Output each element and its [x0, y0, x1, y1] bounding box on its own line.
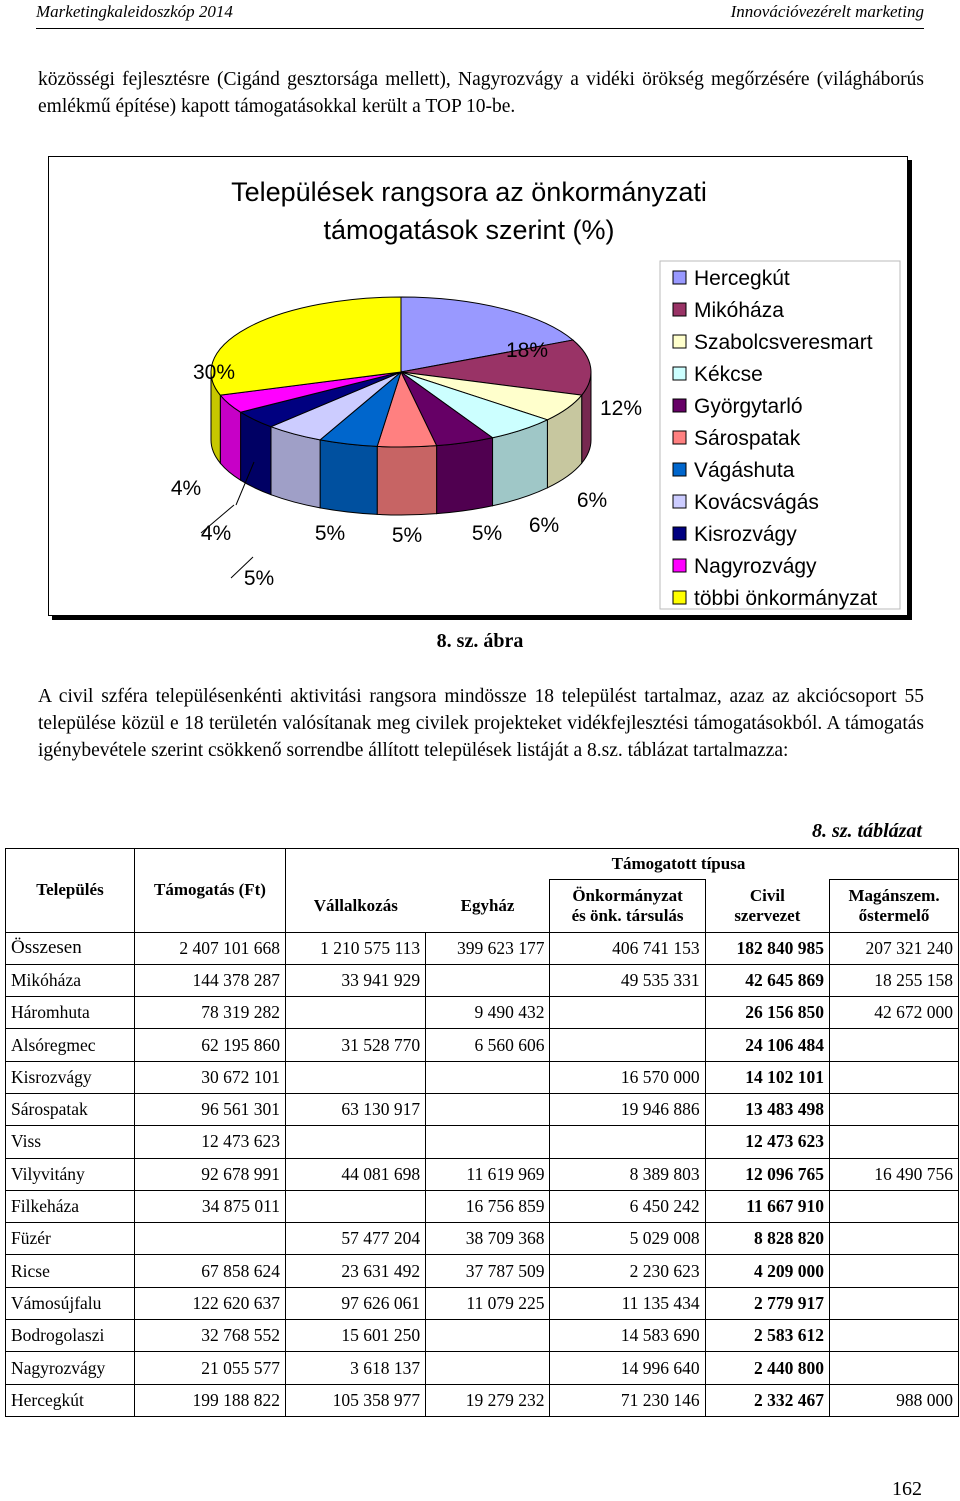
header-magan — [830, 880, 959, 933]
row-name-cell: Mikóháza — [6, 964, 135, 996]
legend-swatch — [673, 271, 686, 284]
row-name-cell: Vilyvitány — [6, 1158, 135, 1190]
table-row — [6, 1384, 959, 1416]
pie-side-6 — [320, 440, 377, 515]
row-name-cell: Bodrogolaszi — [6, 1320, 135, 1352]
figure-caption: 8. sz. ábra — [436, 630, 524, 652]
value-cell: 16 756 859 — [426, 1190, 550, 1222]
row-name-cell: Alsóregmec — [6, 1029, 135, 1061]
value-cell: 26 156 850 — [705, 997, 829, 1029]
value-cell: 18 255 158 — [830, 964, 959, 996]
page-number: 162 — [892, 1478, 922, 1500]
row-name-cell: Háromhuta — [6, 997, 135, 1029]
intro-paragraph: közösségi fejlesztésre (Cigánd gesztorsága mellett), Nagyrozvágy a vidéki örökség megőrzésére (világháborús emlékmű építése) kapott támogatásokkal került a TOP 10-be. — [38, 69, 924, 117]
legend-swatch — [673, 431, 686, 444]
value-cell: 32 768 552 — [135, 1320, 286, 1352]
legend-swatch — [673, 367, 686, 380]
header-egyhaz: Egyház — [426, 880, 550, 933]
row-name-cell: Sárospatak — [6, 1093, 135, 1125]
pie-data-label: 6% — [528, 514, 560, 537]
table-row — [6, 932, 959, 964]
legend-swatch — [673, 463, 686, 476]
row-name-cell: Ricse — [6, 1255, 135, 1287]
value-cell: 14 996 640 — [550, 1352, 705, 1384]
value-cell — [426, 1320, 550, 1352]
value-cell: 988 000 — [830, 1384, 959, 1416]
table-row — [6, 1223, 959, 1255]
value-cell — [550, 1029, 705, 1061]
header-left: Marketingkaleidoszkóp 2014 — [36, 2, 233, 21]
value-cell: 11 079 225 — [426, 1287, 550, 1319]
value-cell: 2 407 101 668 — [135, 932, 286, 964]
value-cell: 44 081 698 — [286, 1158, 426, 1190]
value-cell: 57 477 204 — [286, 1223, 426, 1255]
value-cell — [830, 1190, 959, 1222]
table-row — [6, 964, 959, 996]
pie-data-label: 4% — [170, 477, 202, 500]
value-cell: 11 135 434 — [550, 1287, 705, 1319]
value-cell — [830, 1352, 959, 1384]
legend-swatch — [673, 591, 686, 604]
legend-swatch — [673, 399, 686, 412]
value-cell: 2 230 623 — [550, 1255, 705, 1287]
value-cell: 67 858 624 — [135, 1255, 286, 1287]
legend-label: Nagyrozvágy — [694, 555, 817, 578]
value-cell — [550, 1126, 705, 1158]
table-row — [6, 1158, 959, 1190]
value-cell — [550, 997, 705, 1029]
header-onkormanyzat-line1: Önkormányzat — [572, 885, 683, 905]
value-cell — [830, 1126, 959, 1158]
value-cell: 31 528 770 — [286, 1029, 426, 1061]
header-civil-line2: szervezet — [734, 905, 801, 925]
value-cell: 19 279 232 — [426, 1384, 550, 1416]
value-cell: 2 440 800 — [705, 1352, 829, 1384]
value-cell — [426, 964, 550, 996]
value-cell — [830, 1223, 959, 1255]
legend-label: Kékcse — [694, 363, 763, 386]
value-cell — [286, 1061, 426, 1093]
row-name-cell: Füzér — [6, 1223, 135, 1255]
value-cell: 144 378 287 — [135, 964, 286, 996]
value-cell: 6 560 606 — [426, 1029, 550, 1061]
value-cell — [286, 1126, 426, 1158]
value-cell: 11 619 969 — [426, 1158, 550, 1190]
value-cell — [426, 1352, 550, 1384]
value-cell: 8 828 820 — [705, 1223, 829, 1255]
value-cell — [830, 1061, 959, 1093]
value-cell: 8 389 803 — [550, 1158, 705, 1190]
header-onkormanyzat — [550, 880, 705, 933]
value-cell: 19 946 886 — [550, 1093, 705, 1125]
pie-side-4 — [437, 438, 493, 514]
value-cell — [426, 1126, 550, 1158]
value-cell: 49 535 331 — [550, 964, 705, 996]
value-cell: 24 106 484 — [705, 1029, 829, 1061]
value-cell: 14 583 690 — [550, 1320, 705, 1352]
value-cell — [426, 1093, 550, 1125]
value-cell: 78 319 282 — [135, 997, 286, 1029]
table-row — [6, 1287, 959, 1319]
table-row — [6, 1126, 959, 1158]
legend-label: Szabolcsveresmart — [694, 331, 873, 354]
value-cell: 207 321 240 — [830, 932, 959, 964]
header-tamogatas: Támogatás (Ft) — [135, 849, 286, 933]
value-cell: 182 840 985 — [705, 932, 829, 964]
value-cell: 62 195 860 — [135, 1029, 286, 1061]
pie-slices — [211, 297, 591, 515]
value-cell: 199 188 822 — [135, 1384, 286, 1416]
pie-chart — [49, 157, 907, 615]
row-name-cell: Viss — [6, 1126, 135, 1158]
row-name-cell: Vámosújfalu — [6, 1287, 135, 1319]
row-name-cell: Összesen — [6, 932, 135, 964]
value-cell: 3 618 137 — [286, 1352, 426, 1384]
running-header — [36, 0, 924, 29]
value-cell: 16 570 000 — [550, 1061, 705, 1093]
value-cell: 42 645 869 — [705, 964, 829, 996]
row-name-cell: Filkeháza — [6, 1190, 135, 1222]
value-cell: 33 941 929 — [286, 964, 426, 996]
value-cell: 399 623 177 — [426, 932, 550, 964]
table-row — [6, 1352, 959, 1384]
header-magan-line2: őstermelő — [858, 905, 930, 925]
pie-chart-frame — [48, 156, 908, 616]
value-cell: 97 626 061 — [286, 1287, 426, 1319]
value-cell: 34 875 011 — [135, 1190, 286, 1222]
pie-side-5 — [377, 446, 436, 515]
header-group-label: Támogatott típusa — [611, 854, 746, 873]
value-cell: 92 678 991 — [135, 1158, 286, 1190]
value-cell: 42 672 000 — [830, 997, 959, 1029]
value-cell: 15 601 250 — [286, 1320, 426, 1352]
pie-data-label: 4% — [200, 522, 232, 545]
support-table — [5, 848, 959, 1417]
value-cell: 4 209 000 — [705, 1255, 829, 1287]
table-row — [6, 1190, 959, 1222]
value-cell: 1 210 575 113 — [286, 932, 426, 964]
value-cell: 2 583 612 — [705, 1320, 829, 1352]
value-cell — [830, 1320, 959, 1352]
chart-title-line1: Települések rangsora az önkormányzati — [231, 177, 707, 207]
legend-label: Kovácsvágás — [694, 491, 819, 514]
pie-data-label: 18% — [505, 339, 549, 362]
value-cell — [830, 1255, 959, 1287]
value-cell — [830, 1287, 959, 1319]
table-row — [6, 1093, 959, 1125]
table-row — [6, 1255, 959, 1287]
table-caption: 8. sz. táblázat — [811, 820, 922, 842]
value-cell: 406 741 153 — [550, 932, 705, 964]
value-cell: 63 130 917 — [286, 1093, 426, 1125]
legend-label: Vágáshuta — [694, 459, 795, 482]
pie-data-label: 5% — [391, 524, 423, 547]
value-cell: 2 779 917 — [705, 1287, 829, 1319]
legend-swatch — [673, 303, 686, 316]
header-group — [286, 849, 959, 880]
value-cell: 37 787 509 — [426, 1255, 550, 1287]
value-cell: 12 473 623 — [705, 1126, 829, 1158]
header-civil-line1: Civil — [749, 885, 785, 905]
row-name-cell: Kisrozvágy — [6, 1061, 135, 1093]
value-cell: 21 055 577 — [135, 1352, 286, 1384]
legend-label: Mikóháza — [694, 299, 784, 322]
header-onkormanyzat-line2: és önk. társulás — [571, 905, 684, 925]
pie-data-label: 6% — [576, 489, 608, 512]
pie-data-label: 30% — [192, 361, 236, 384]
value-cell: 38 709 368 — [426, 1223, 550, 1255]
value-cell: 14 102 101 — [705, 1061, 829, 1093]
legend-label: Györgytarló — [694, 395, 803, 418]
legend-label: Sárospatak — [694, 427, 801, 450]
legend-label: Hercegkút — [694, 267, 790, 290]
header-civil — [705, 880, 829, 933]
header-right: Innovációvezérelt marketing — [730, 2, 924, 21]
table-row — [6, 1320, 959, 1352]
legend-swatch — [673, 335, 686, 348]
value-cell: 2 332 467 — [705, 1384, 829, 1416]
value-cell — [286, 1190, 426, 1222]
value-cell: 6 450 242 — [550, 1190, 705, 1222]
legend-label: többi önkormányzat — [694, 587, 878, 610]
table-row — [6, 1061, 959, 1093]
value-cell: 12 473 623 — [135, 1126, 286, 1158]
row-name-cell: Nagyrozvágy — [6, 1352, 135, 1384]
value-cell: 11 667 910 — [705, 1190, 829, 1222]
value-cell: 23 631 492 — [286, 1255, 426, 1287]
pie-data-label: 5% — [471, 522, 503, 545]
value-cell: 71 230 146 — [550, 1384, 705, 1416]
value-cell: 105 358 977 — [286, 1384, 426, 1416]
header-telepules: Település — [6, 849, 135, 933]
value-cell — [135, 1223, 286, 1255]
header-vallalkozas: Vállalkozás — [286, 880, 426, 933]
header-magan-line1: Magánszem. — [848, 885, 940, 905]
value-cell: 13 483 498 — [705, 1093, 829, 1125]
table-row — [6, 1029, 959, 1061]
value-cell: 122 620 637 — [135, 1287, 286, 1319]
pie-data-label: 5% — [314, 522, 346, 545]
body-paragraph: A civil szféra településenkénti aktivitási rangsora mindössze 18 települést tartalmaz, azaz az akciócsoport 55 települése közül e 18 területén valósítanak meg civilek projekteket vidékfejlesztési támogatásokból. A támogatás igénybevétele szerint csökkenő sorrendbe állított települések listáját a 8.sz. táblázat tartalmazza: — [38, 686, 924, 761]
value-cell: 16 490 756 — [830, 1158, 959, 1190]
pie-data-label: 5% — [243, 567, 275, 590]
row-name-cell: Hercegkút — [6, 1384, 135, 1416]
value-cell: 12 096 765 — [705, 1158, 829, 1190]
value-cell: 9 490 432 — [426, 997, 550, 1029]
legend-swatch — [673, 527, 686, 540]
value-cell — [426, 1061, 550, 1093]
chart-title-line2: támogatások szerint (%) — [323, 215, 615, 245]
value-cell: 5 029 008 — [550, 1223, 705, 1255]
table-row — [6, 997, 959, 1029]
value-cell: 96 561 301 — [135, 1093, 286, 1125]
table-body — [6, 932, 959, 1416]
value-cell — [830, 1029, 959, 1061]
value-cell — [286, 997, 426, 1029]
value-cell — [830, 1093, 959, 1125]
legend-swatch — [673, 495, 686, 508]
value-cell: 30 672 101 — [135, 1061, 286, 1093]
pie-data-label: 12% — [599, 397, 643, 420]
legend-label: Kisrozvágy — [694, 523, 797, 546]
legend-swatch — [673, 559, 686, 572]
